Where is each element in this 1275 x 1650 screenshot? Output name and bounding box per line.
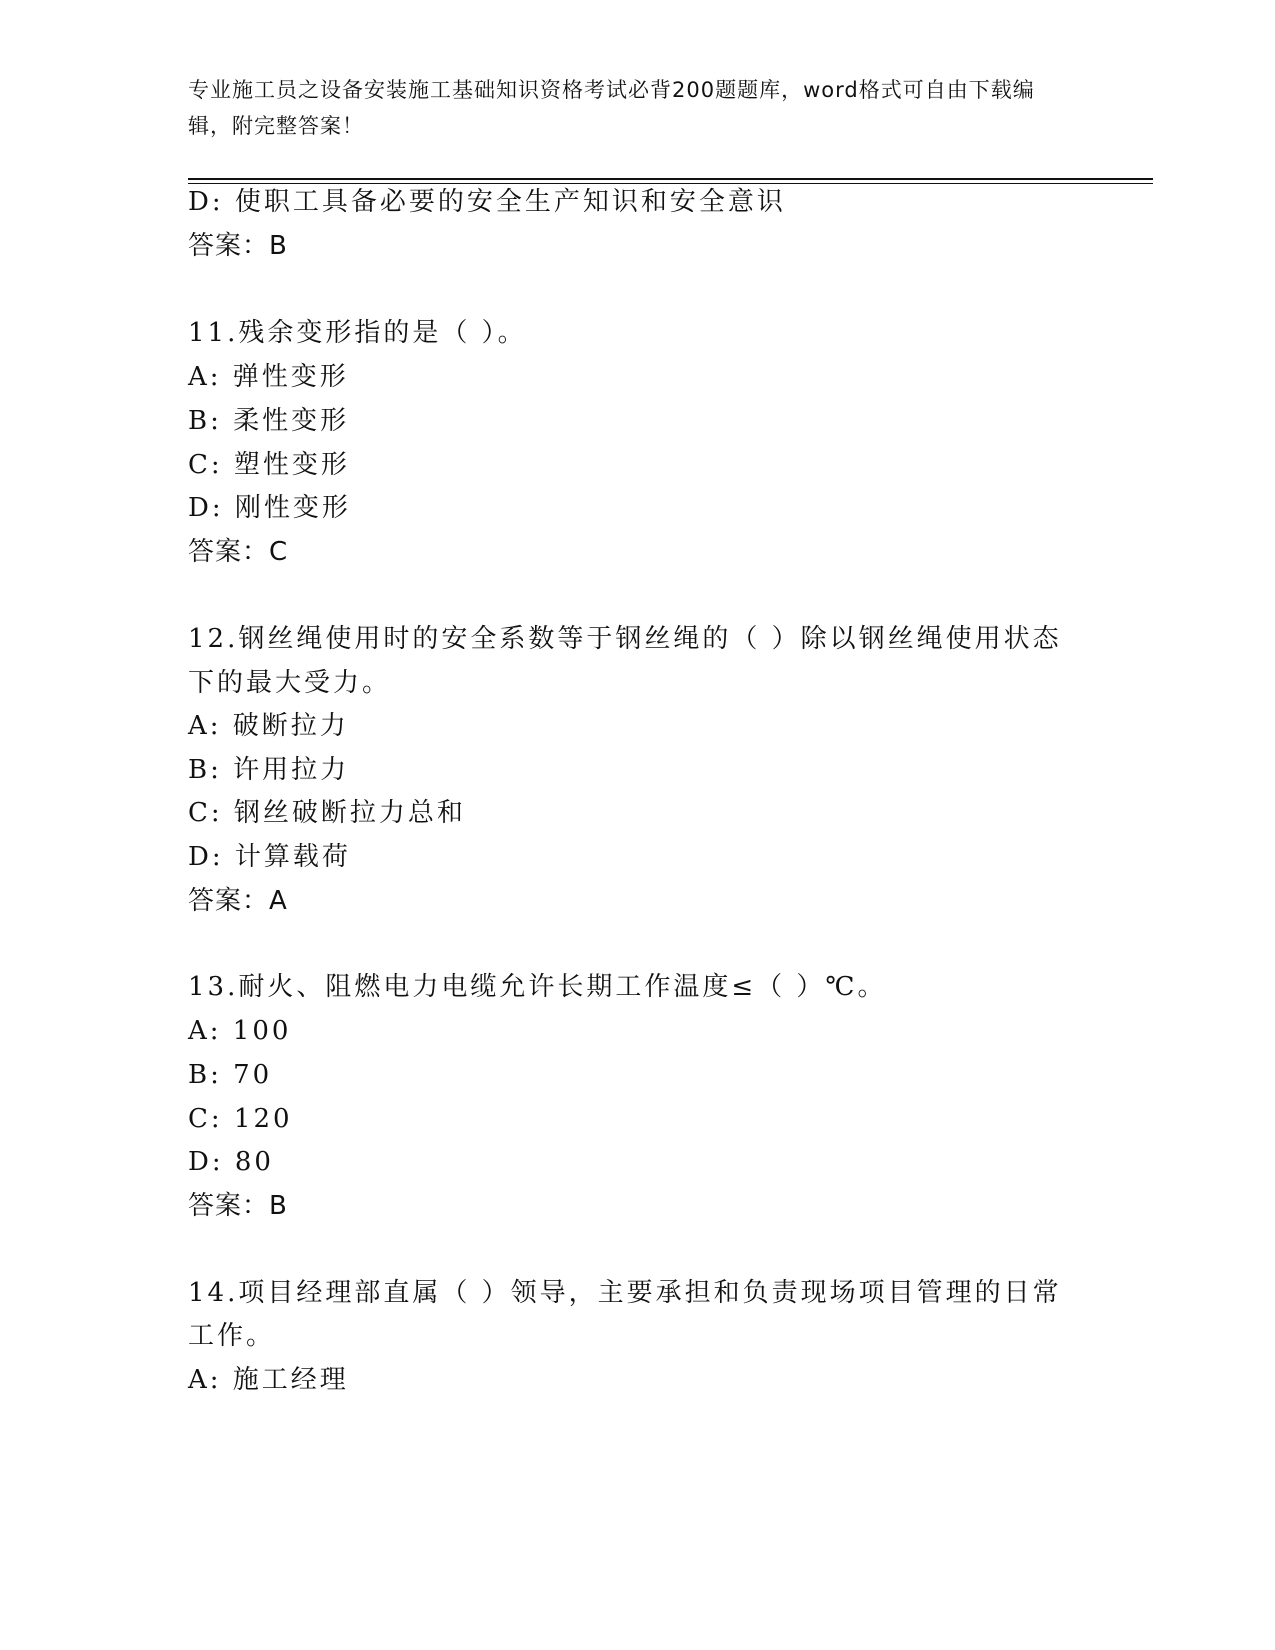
question-12-stem-line2: 下的最大受力。 xyxy=(188,668,392,698)
question-12-option-a: A: 破断拉力 xyxy=(188,711,349,741)
question-11-option-c: C: 塑性变形 xyxy=(188,450,350,480)
question-13-stem: 13.耐火、阻燃电力电缆允许长期工作温度≤（ ）℃。 xyxy=(188,972,887,1002)
question-13-option-a: A: 100 xyxy=(188,1016,292,1046)
prev-question-option-d: D: 使职工具备必要的安全生产知识和安全意识 xyxy=(188,187,786,217)
question-11-stem: 11.残余变形指的是（ ）。 xyxy=(188,318,527,348)
header-divider-thick xyxy=(188,178,1153,180)
question-11-option-b: B: 柔性变形 xyxy=(188,406,350,436)
question-12-stem-line1: 12.钢丝绳使用时的安全系数等于钢丝绳的（ ）除以钢丝绳使用状态 xyxy=(188,624,1062,654)
document-header: 专业施工员之设备安装施工基础知识资格考试必背200题题库，word格式可自由下载编辑，附完整答案！ xyxy=(188,78,1035,138)
question-12-option-c: C: 钢丝破断拉力总和 xyxy=(188,798,466,828)
question-13-option-d: D: 80 xyxy=(188,1147,274,1177)
question-14-stem-line2: 工作。 xyxy=(188,1321,276,1351)
question-13-answer: 答案：B xyxy=(188,1191,288,1221)
question-12-option-b: B: 许用拉力 xyxy=(188,755,350,785)
question-13-option-b: B: 70 xyxy=(188,1060,273,1090)
question-14-option-a: A: 施工经理 xyxy=(188,1365,349,1395)
question-12-answer: 答案：A xyxy=(188,886,288,916)
prev-question-answer: 答案：B xyxy=(188,231,288,261)
question-12-option-d: D: 计算载荷 xyxy=(188,842,351,872)
question-11-option-a: A: 弹性变形 xyxy=(188,362,349,392)
question-13-option-c: C: 120 xyxy=(188,1104,293,1134)
question-11-option-d: D: 刚性变形 xyxy=(188,493,351,523)
question-14-stem-line1: 14.项目经理部直属（ ）领导，主要承担和负责现场项目管理的日常 xyxy=(188,1278,1062,1308)
question-11-answer: 答案：C xyxy=(188,537,289,567)
